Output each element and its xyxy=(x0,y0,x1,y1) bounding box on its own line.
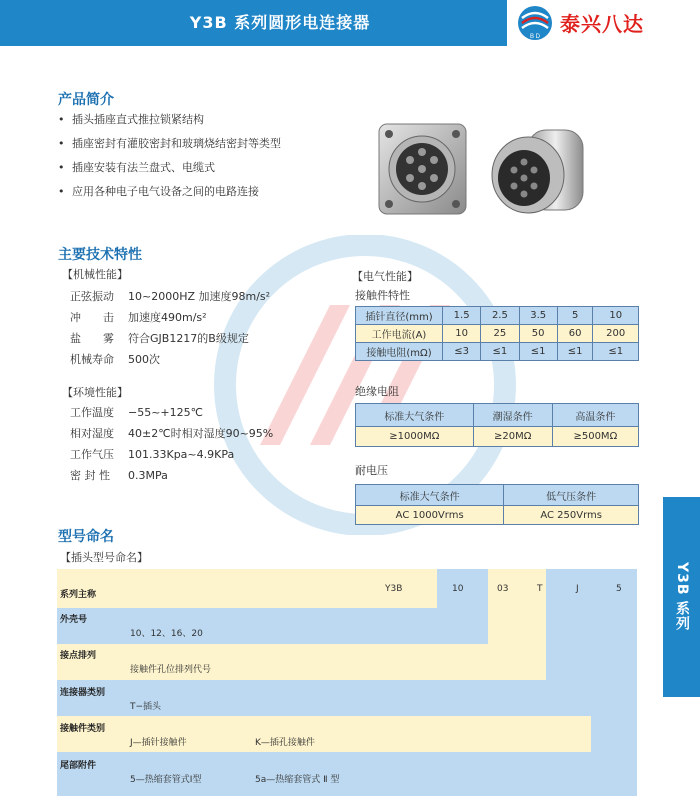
mechanical-list xyxy=(70,286,270,370)
naming-label: 接触件类别 xyxy=(60,724,106,734)
table-row xyxy=(356,404,639,427)
spec-key: 盐 雾 xyxy=(70,332,114,345)
voltage-title: 耐电压 xyxy=(355,464,388,477)
code-contact: J xyxy=(576,584,579,594)
table-cell: 插针直径(mm) xyxy=(356,307,443,325)
spec-key: 工作气压 xyxy=(70,448,114,461)
electrical-label: 【电气性能】 xyxy=(352,270,418,283)
naming-label: 外壳号 xyxy=(60,615,88,625)
table-cell: ≤1 xyxy=(481,343,519,361)
naming-desc: T−插头 xyxy=(130,702,162,712)
naming-col-type xyxy=(546,569,591,716)
table-cell: 低气压条件 xyxy=(504,485,639,506)
intro-bullet: • 插座密封有灌胶密封和玻璃烧结密封等类型 xyxy=(58,132,358,156)
table-row xyxy=(356,427,639,447)
contact-table xyxy=(355,306,639,361)
table-cell: 10 xyxy=(443,325,481,343)
naming-desc: 10、12、16、20 xyxy=(130,629,203,639)
table-cell: 60 xyxy=(557,325,593,343)
table-cell: 潮湿条件 xyxy=(473,404,552,427)
spec-row xyxy=(70,444,273,465)
spec-row xyxy=(70,423,273,444)
table-cell: ≤1 xyxy=(593,343,639,361)
table-cell: ≤3 xyxy=(443,343,481,361)
table-cell: 1.5 xyxy=(443,307,481,325)
brand-logo-icon xyxy=(516,4,554,42)
voltage-table xyxy=(355,484,639,525)
mechanical-label: 【机械性能】 xyxy=(62,268,128,281)
table-cell: ≤1 xyxy=(557,343,593,361)
logo-letters: B D xyxy=(529,34,541,40)
naming-label: 系列主称 xyxy=(60,590,97,600)
insulation-title: 绝缘电阻 xyxy=(355,385,399,398)
brand-name: 泰兴八达 xyxy=(560,12,644,36)
intro-bullet: • 插头插座直式推拉锁紧结构 xyxy=(58,108,358,132)
spec-key: 相对湿度 xyxy=(70,427,114,440)
table-cell: 50 xyxy=(519,325,557,343)
flange-receptacle-image xyxy=(375,120,470,218)
page-title: Y3B 系列圆形电连接器 xyxy=(189,13,371,32)
spec-value: 101.33Kpa~4.9KPa xyxy=(128,448,235,461)
code-shell: 10 xyxy=(452,584,464,594)
spec-row xyxy=(70,349,270,370)
side-tab-label: Y3B 系列 xyxy=(674,562,690,632)
table-cell: 200 xyxy=(593,325,639,343)
spec-value: 10~2000HZ 加速度98m/s² xyxy=(128,290,271,303)
environment-list xyxy=(70,402,273,486)
spec-row xyxy=(70,328,270,349)
table-cell: 高温条件 xyxy=(552,404,638,427)
table-cell: 5 xyxy=(557,307,593,325)
spec-key: 正弦振动 xyxy=(70,290,114,303)
naming-desc: K—插孔接触件 xyxy=(255,738,315,748)
table-row xyxy=(356,485,639,506)
spec-key: 冲 击 xyxy=(70,311,114,324)
table-row xyxy=(356,325,639,343)
spec-row xyxy=(70,465,273,486)
table-row xyxy=(356,307,639,325)
naming-label: 接点排列 xyxy=(60,651,97,661)
naming-band-series xyxy=(57,569,437,608)
code-tail: 5 xyxy=(616,584,622,594)
naming-sub: 【插头型号命名】 xyxy=(60,551,148,564)
naming-desc: 接触件孔位排列代号 xyxy=(130,665,212,675)
intro-heading: 产品简介 xyxy=(58,92,114,108)
naming-desc: 5a—热缩套管式 Ⅱ 型 xyxy=(255,775,340,785)
table-cell: 接触电阻(mΩ) xyxy=(356,343,443,361)
intro-bullet: • 插座安装有法兰盘式、电缆式 xyxy=(58,156,358,180)
specs-heading: 主要技术特性 xyxy=(58,247,142,263)
table-cell: 25 xyxy=(481,325,519,343)
intro-list xyxy=(58,108,358,204)
table-cell: AC 250Vrms xyxy=(504,506,639,525)
contact-title: 接触件特性 xyxy=(355,289,410,302)
naming-label: 连接器类别 xyxy=(60,688,106,698)
spec-key: 密 封 性 xyxy=(70,469,110,482)
table-cell: 10 xyxy=(593,307,639,325)
table-row xyxy=(356,343,639,361)
naming-col-tail xyxy=(591,716,637,752)
cable-plug-image xyxy=(488,120,588,220)
spec-row xyxy=(70,402,273,423)
insulation-table xyxy=(355,403,639,447)
spec-key: 机械寿命 xyxy=(70,353,114,366)
table-cell: ≥500MΩ xyxy=(552,427,638,447)
table-cell: ≤1 xyxy=(519,343,557,361)
naming-desc: J—插针接触件 xyxy=(130,738,187,748)
code-arrangement: 03 xyxy=(497,584,509,594)
table-cell: 3.5 xyxy=(519,307,557,325)
table-cell: ≥1000MΩ xyxy=(356,427,474,447)
naming-heading: 型号命名 xyxy=(58,529,114,545)
spec-row xyxy=(70,286,270,307)
spec-value: 0.3MPa xyxy=(128,469,168,482)
spec-row xyxy=(70,307,270,328)
table-cell: 2.5 xyxy=(481,307,519,325)
table-row xyxy=(356,506,639,525)
environment-label: 【环境性能】 xyxy=(62,386,128,399)
code-type: T xyxy=(537,584,543,594)
spec-value: −55~+125℃ xyxy=(128,406,203,419)
table-cell: ≥20MΩ xyxy=(473,427,552,447)
code-series: Y3B xyxy=(385,584,403,594)
table-cell: 标准大气条件 xyxy=(356,485,504,506)
naming-label: 尾部附件 xyxy=(60,761,97,771)
spec-value: 500次 xyxy=(128,353,160,366)
table-cell: 标准大气条件 xyxy=(356,404,474,427)
table-cell: AC 1000Vrms xyxy=(356,506,504,525)
spec-value: 加速度490m/s² xyxy=(128,311,207,324)
spec-value: 符合GJB1217的B级规定 xyxy=(128,332,249,345)
spec-key: 工作温度 xyxy=(70,406,114,419)
naming-col-tail-top xyxy=(591,569,637,716)
naming-band-arrangement xyxy=(57,644,488,680)
intro-bullet: • 应用各种电子电气设备之间的电路连接 xyxy=(58,180,358,204)
spec-value: 40±2℃时相对湿度90~95% xyxy=(128,427,274,440)
table-cell: 工作电流(A) xyxy=(356,325,443,343)
naming-desc: 5—热缩套管式I型 xyxy=(130,775,202,785)
